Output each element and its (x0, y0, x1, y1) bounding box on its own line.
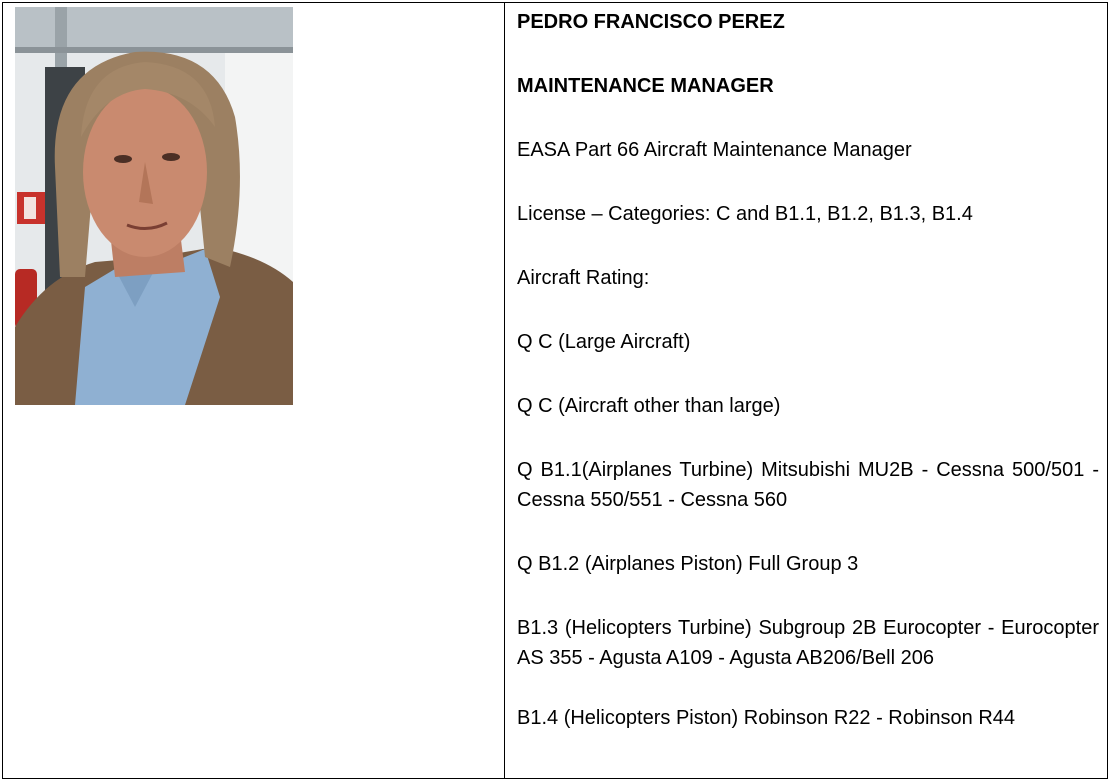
rating-item: B1.4 (Helicopters Piston) Robinson R22 - Robinson R44 (517, 707, 1016, 729)
rating-item: Q C (Aircraft other than large) (517, 395, 781, 417)
portrait-image (15, 7, 293, 405)
profile-table (2, 2, 1108, 779)
rating-item: B1.3 (Helicopters Turbine) Subgroup 2B Eurocopter - Eurocopter AS 355 - Agusta A109 - Agusta AB206/Bell 206 (517, 617, 1099, 669)
job-title: MAINTENANCE MANAGER (517, 75, 774, 97)
photo-cell (3, 3, 505, 778)
license-categories: License – Categories: C and B1.1, B1.2, B1.3, B1.4 (517, 203, 973, 225)
profile-photo (15, 7, 293, 405)
qualification-text: EASA Part 66 Aircraft Maintenance Manager (517, 139, 912, 161)
aircraft-rating-heading: Aircraft Rating: (517, 267, 650, 289)
person-name: PEDRO FRANCISCO PEREZ (517, 11, 785, 33)
details-cell (505, 3, 1107, 778)
rating-item: Q B1.2 (Airplanes Piston) Full Group 3 (517, 553, 859, 575)
rating-item: Q B1.1(Airplanes Turbine) Mitsubishi MU2B - Cessna 500/501 - Cessna 550/551 - Cessna 560 (517, 459, 1099, 511)
rating-item: Q C (Large Aircraft) (517, 331, 691, 353)
